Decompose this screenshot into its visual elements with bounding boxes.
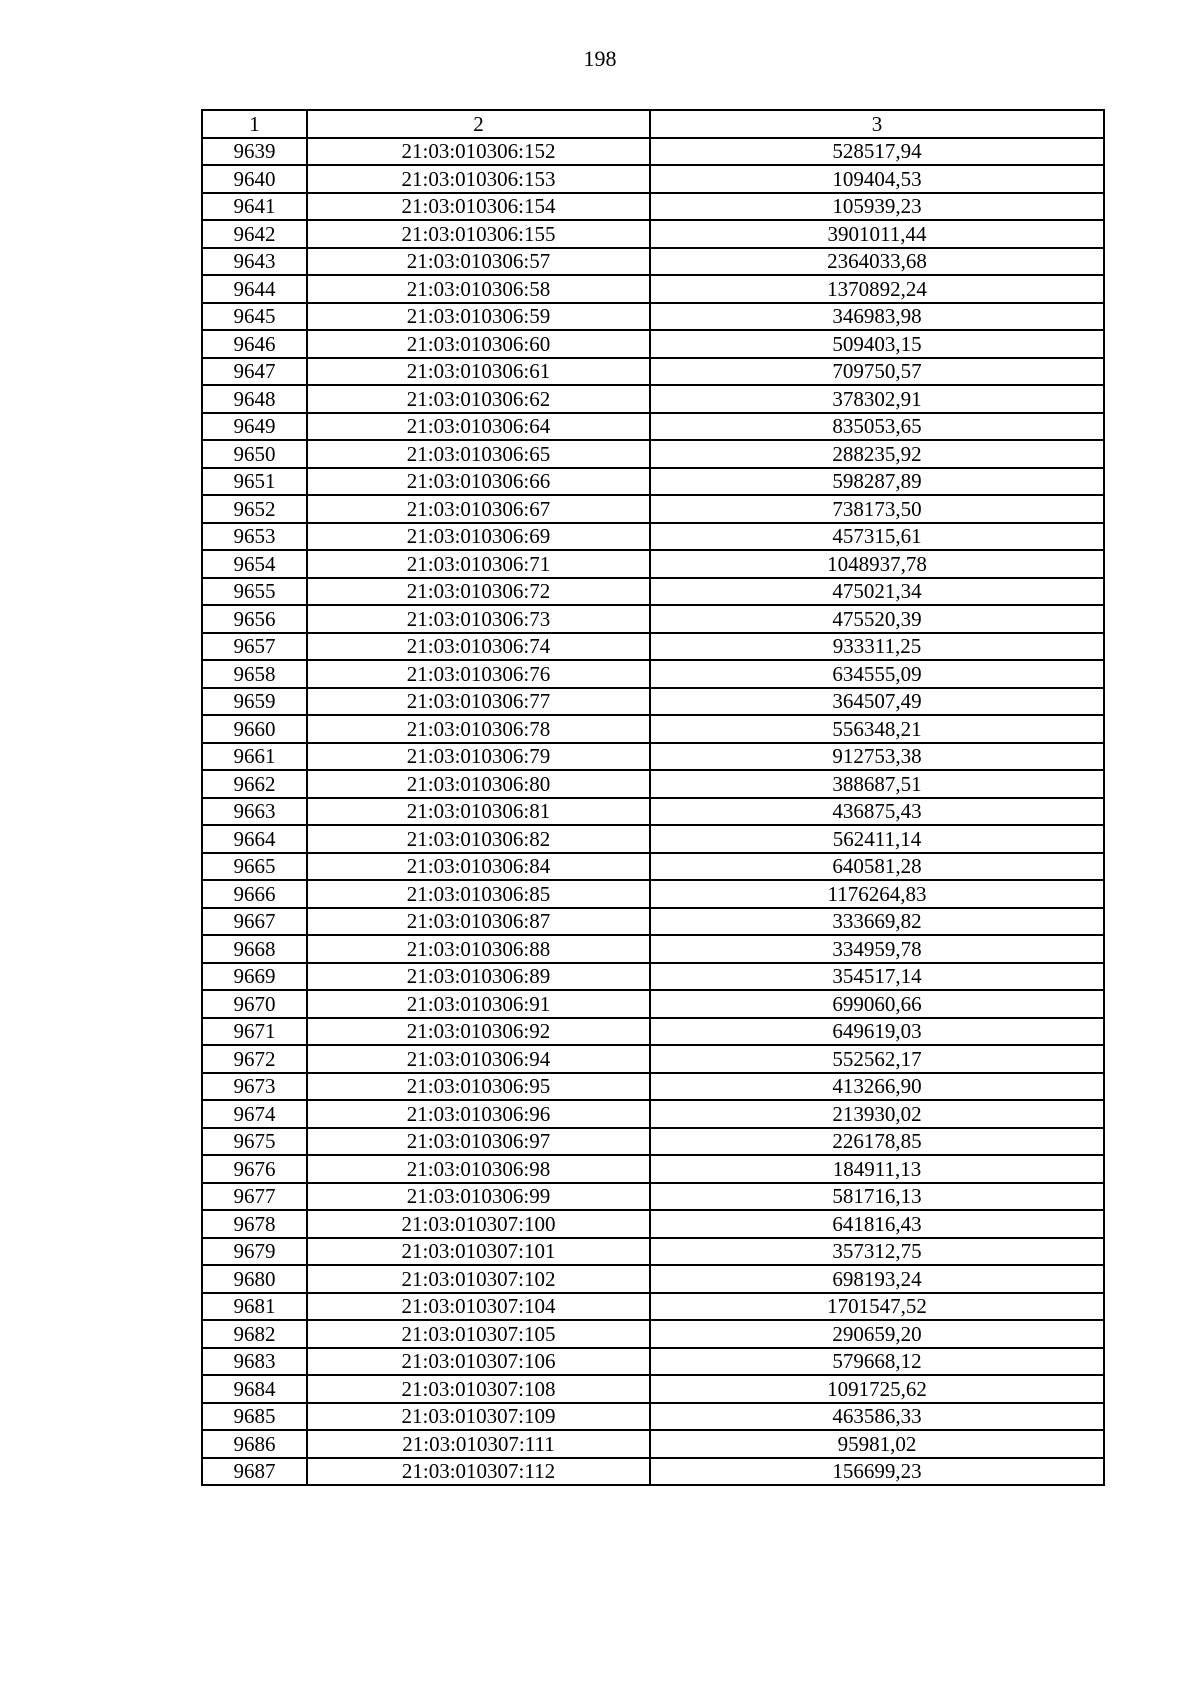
row-number-cell: 9676 (202, 1155, 307, 1183)
cadastral-number-cell: 21:03:010306:73 (307, 605, 650, 633)
table-row (202, 660, 1104, 688)
cadastral-number-cell: 21:03:010306:152 (307, 138, 650, 166)
value-cell: 475520,39 (650, 605, 1104, 633)
table-row (202, 220, 1104, 248)
cadastral-number-cell: 21:03:010306:89 (307, 963, 650, 991)
value-cell: 641816,43 (650, 1210, 1104, 1238)
row-number-cell: 9685 (202, 1403, 307, 1431)
value-cell: 699060,66 (650, 990, 1104, 1018)
table-row (202, 605, 1104, 633)
value-cell: 709750,57 (650, 358, 1104, 386)
table-row (202, 248, 1104, 276)
table-row (202, 935, 1104, 963)
value-cell: 364507,49 (650, 688, 1104, 716)
value-cell: 698193,24 (650, 1265, 1104, 1293)
cadastral-number-cell: 21:03:010307:111 (307, 1430, 650, 1458)
cadastral-number-cell: 21:03:010306:155 (307, 220, 650, 248)
table-row (202, 633, 1104, 661)
row-number-cell: 9657 (202, 633, 307, 661)
table-row (202, 1183, 1104, 1211)
table-header (202, 110, 1104, 138)
row-number-cell: 9687 (202, 1458, 307, 1486)
cadastral-number-cell: 21:03:010306:65 (307, 440, 650, 468)
value-cell: 649619,03 (650, 1018, 1104, 1046)
table-row (202, 688, 1104, 716)
table-row (202, 1045, 1104, 1073)
cadastral-number-cell: 21:03:010306:88 (307, 935, 650, 963)
table-row (202, 303, 1104, 331)
value-cell: 552562,17 (650, 1045, 1104, 1073)
row-number-cell: 9669 (202, 963, 307, 991)
value-cell: 213930,02 (650, 1100, 1104, 1128)
row-number-cell: 9659 (202, 688, 307, 716)
cadastral-number-cell: 21:03:010306:91 (307, 990, 650, 1018)
cadastral-number-cell: 21:03:010306:95 (307, 1073, 650, 1101)
value-cell: 105939,23 (650, 193, 1104, 221)
cadastral-number-cell: 21:03:010306:78 (307, 715, 650, 743)
value-cell: 3901011,44 (650, 220, 1104, 248)
table-row (202, 1155, 1104, 1183)
cadastral-number-cell: 21:03:010307:100 (307, 1210, 650, 1238)
value-cell: 579668,12 (650, 1348, 1104, 1376)
cadastral-number-cell: 21:03:010306:153 (307, 165, 650, 193)
row-number-cell: 9686 (202, 1430, 307, 1458)
table-row (202, 330, 1104, 358)
row-number-cell: 9650 (202, 440, 307, 468)
row-number-cell: 9675 (202, 1128, 307, 1156)
value-cell: 598287,89 (650, 468, 1104, 496)
table-row (202, 908, 1104, 936)
value-cell: 528517,94 (650, 138, 1104, 166)
value-cell: 436875,43 (650, 798, 1104, 826)
row-number-cell: 9648 (202, 385, 307, 413)
row-number-cell: 9663 (202, 798, 307, 826)
table-row (202, 1458, 1104, 1486)
row-number-cell: 9674 (202, 1100, 307, 1128)
value-cell: 109404,53 (650, 165, 1104, 193)
row-number-cell: 9668 (202, 935, 307, 963)
row-number-cell: 9647 (202, 358, 307, 386)
table-row (202, 990, 1104, 1018)
value-cell: 1176264,83 (650, 880, 1104, 908)
value-cell: 333669,82 (650, 908, 1104, 936)
table-row (202, 468, 1104, 496)
cadastral-number-cell: 21:03:010307:109 (307, 1403, 650, 1431)
value-cell: 413266,90 (650, 1073, 1104, 1101)
cadastral-number-cell: 21:03:010306:92 (307, 1018, 650, 1046)
value-cell: 388687,51 (650, 770, 1104, 798)
table-row (202, 578, 1104, 606)
value-cell: 156699,23 (650, 1458, 1104, 1486)
value-cell: 346983,98 (650, 303, 1104, 331)
row-number-cell: 9653 (202, 523, 307, 551)
row-number-cell: 9680 (202, 1265, 307, 1293)
row-number-cell: 9654 (202, 550, 307, 578)
value-cell: 556348,21 (650, 715, 1104, 743)
cadastral-number-cell: 21:03:010306:64 (307, 413, 650, 441)
table-row (202, 715, 1104, 743)
value-cell: 2364033,68 (650, 248, 1104, 276)
cadastral-number-cell: 21:03:010306:71 (307, 550, 650, 578)
row-number-cell: 9666 (202, 880, 307, 908)
cadastral-number-cell: 21:03:010307:108 (307, 1375, 650, 1403)
table-row (202, 165, 1104, 193)
row-number-cell: 9639 (202, 138, 307, 166)
table-row (202, 1265, 1104, 1293)
row-number-cell: 9652 (202, 495, 307, 523)
row-number-cell: 9643 (202, 248, 307, 276)
row-number-cell: 9662 (202, 770, 307, 798)
cadastral-number-cell: 21:03:010306:79 (307, 743, 650, 771)
data-table (201, 109, 1105, 1486)
value-cell: 378302,91 (650, 385, 1104, 413)
table-row (202, 1320, 1104, 1348)
table-row (202, 138, 1104, 166)
cadastral-number-cell: 21:03:010306:59 (307, 303, 650, 331)
cadastral-number-cell: 21:03:010306:61 (307, 358, 650, 386)
table-row (202, 1073, 1104, 1101)
row-number-cell: 9642 (202, 220, 307, 248)
value-cell: 457315,61 (650, 523, 1104, 551)
row-number-cell: 9681 (202, 1293, 307, 1321)
row-number-cell: 9665 (202, 853, 307, 881)
row-number-cell: 9651 (202, 468, 307, 496)
value-cell: 1701547,52 (650, 1293, 1104, 1321)
cadastral-number-cell: 21:03:010306:74 (307, 633, 650, 661)
row-number-cell: 9640 (202, 165, 307, 193)
row-number-cell: 9656 (202, 605, 307, 633)
cadastral-number-cell: 21:03:010307:101 (307, 1238, 650, 1266)
table-row (202, 1238, 1104, 1266)
row-number-cell: 9644 (202, 275, 307, 303)
row-number-cell: 9679 (202, 1238, 307, 1266)
row-number-cell: 9658 (202, 660, 307, 688)
cadastral-number-cell: 21:03:010306:67 (307, 495, 650, 523)
row-number-cell: 9664 (202, 825, 307, 853)
cadastral-number-cell: 21:03:010306:80 (307, 770, 650, 798)
value-cell: 640581,28 (650, 853, 1104, 881)
row-number-cell: 9683 (202, 1348, 307, 1376)
table-row (202, 1018, 1104, 1046)
row-number-cell: 9673 (202, 1073, 307, 1101)
row-number-cell: 9641 (202, 193, 307, 221)
cadastral-number-cell: 21:03:010306:72 (307, 578, 650, 606)
cadastral-number-cell: 21:03:010306:97 (307, 1128, 650, 1156)
cadastral-number-cell: 21:03:010306:82 (307, 825, 650, 853)
value-cell: 334959,78 (650, 935, 1104, 963)
value-cell: 290659,20 (650, 1320, 1104, 1348)
cadastral-number-cell: 21:03:010306:96 (307, 1100, 650, 1128)
column-header-1: 1 (202, 110, 307, 138)
cadastral-number-cell: 21:03:010307:106 (307, 1348, 650, 1376)
cadastral-number-cell: 21:03:010306:57 (307, 248, 650, 276)
value-cell: 475021,34 (650, 578, 1104, 606)
cadastral-number-cell: 21:03:010306:76 (307, 660, 650, 688)
table-row (202, 798, 1104, 826)
cadastral-number-cell: 21:03:010306:87 (307, 908, 650, 936)
table-row (202, 1403, 1104, 1431)
value-cell: 357312,75 (650, 1238, 1104, 1266)
table-row (202, 825, 1104, 853)
table-row (202, 413, 1104, 441)
cadastral-number-cell: 21:03:010306:66 (307, 468, 650, 496)
table-row (202, 963, 1104, 991)
header-row (202, 110, 1104, 138)
table-row (202, 523, 1104, 551)
row-number-cell: 9646 (202, 330, 307, 358)
table-row (202, 385, 1104, 413)
row-number-cell: 9677 (202, 1183, 307, 1211)
table-row (202, 1293, 1104, 1321)
value-cell: 581716,13 (650, 1183, 1104, 1211)
value-cell: 562411,14 (650, 825, 1104, 853)
cadastral-number-cell: 21:03:010307:112 (307, 1458, 650, 1486)
value-cell: 226178,85 (650, 1128, 1104, 1156)
row-number-cell: 9645 (202, 303, 307, 331)
row-number-cell: 9672 (202, 1045, 307, 1073)
table-body (202, 138, 1104, 1486)
cadastral-number-cell: 21:03:010306:81 (307, 798, 650, 826)
page-number: 198 (583, 46, 617, 71)
table-row (202, 1348, 1104, 1376)
table-row (202, 853, 1104, 881)
row-number-cell: 9649 (202, 413, 307, 441)
cadastral-number-cell: 21:03:010306:62 (307, 385, 650, 413)
table-row (202, 770, 1104, 798)
value-cell: 738173,50 (650, 495, 1104, 523)
cadastral-number-cell: 21:03:010306:60 (307, 330, 650, 358)
table-row (202, 440, 1104, 468)
row-number-cell: 9670 (202, 990, 307, 1018)
table-row (202, 1128, 1104, 1156)
row-number-cell: 9678 (202, 1210, 307, 1238)
row-number-cell: 9661 (202, 743, 307, 771)
table-row (202, 880, 1104, 908)
value-cell: 1370892,24 (650, 275, 1104, 303)
table-row (202, 1430, 1104, 1458)
row-number-cell: 9671 (202, 1018, 307, 1046)
cadastral-number-cell: 21:03:010306:77 (307, 688, 650, 716)
cadastral-number-cell: 21:03:010306:69 (307, 523, 650, 551)
table-row (202, 743, 1104, 771)
table-row (202, 1375, 1104, 1403)
value-cell: 933311,25 (650, 633, 1104, 661)
column-header-2: 2 (307, 110, 650, 138)
table-row (202, 275, 1104, 303)
value-cell: 184911,13 (650, 1155, 1104, 1183)
value-cell: 1091725,62 (650, 1375, 1104, 1403)
table-row (202, 495, 1104, 523)
value-cell: 95981,02 (650, 1430, 1104, 1458)
table-row (202, 550, 1104, 578)
cadastral-number-cell: 21:03:010307:104 (307, 1293, 650, 1321)
cadastral-number-cell: 21:03:010306:99 (307, 1183, 650, 1211)
cadastral-number-cell: 21:03:010306:94 (307, 1045, 650, 1073)
value-cell: 463586,33 (650, 1403, 1104, 1431)
row-number-cell: 9660 (202, 715, 307, 743)
row-number-cell: 9655 (202, 578, 307, 606)
cadastral-number-cell: 21:03:010306:154 (307, 193, 650, 221)
value-cell: 835053,65 (650, 413, 1104, 441)
cadastral-number-cell: 21:03:010307:102 (307, 1265, 650, 1293)
row-number-cell: 9684 (202, 1375, 307, 1403)
table-row (202, 193, 1104, 221)
cadastral-number-cell: 21:03:010306:85 (307, 880, 650, 908)
cadastral-number-cell: 21:03:010306:84 (307, 853, 650, 881)
value-cell: 912753,38 (650, 743, 1104, 771)
value-cell: 288235,92 (650, 440, 1104, 468)
row-number-cell: 9667 (202, 908, 307, 936)
value-cell: 509403,15 (650, 330, 1104, 358)
cadastral-number-cell: 21:03:010307:105 (307, 1320, 650, 1348)
value-cell: 1048937,78 (650, 550, 1104, 578)
column-header-3: 3 (650, 110, 1104, 138)
cadastral-number-cell: 21:03:010306:98 (307, 1155, 650, 1183)
row-number-cell: 9682 (202, 1320, 307, 1348)
table-row (202, 1100, 1104, 1128)
value-cell: 634555,09 (650, 660, 1104, 688)
table-row (202, 358, 1104, 386)
cadastral-number-cell: 21:03:010306:58 (307, 275, 650, 303)
value-cell: 354517,14 (650, 963, 1104, 991)
table-row (202, 1210, 1104, 1238)
